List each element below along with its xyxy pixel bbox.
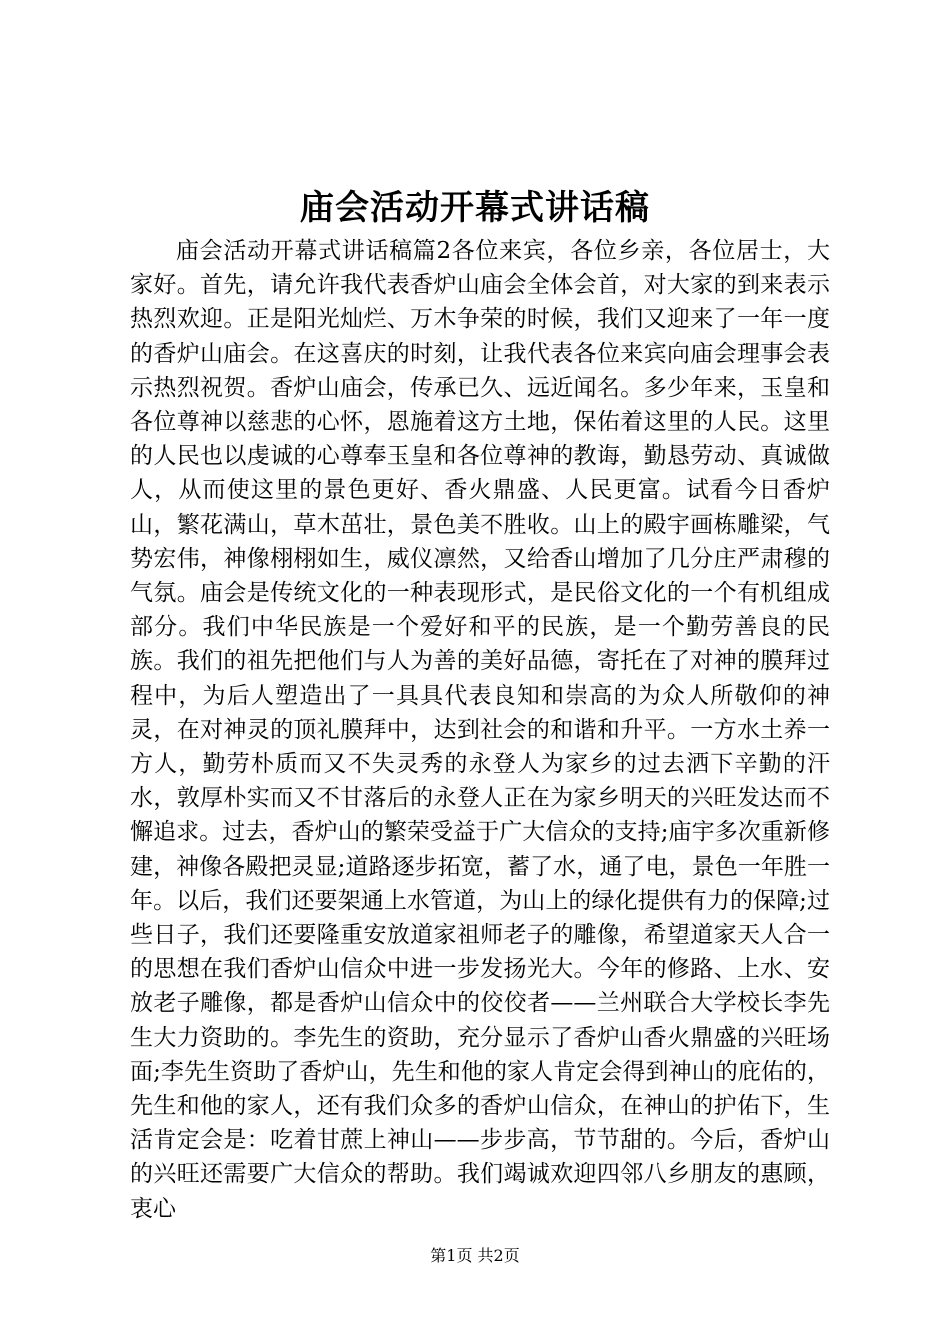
document-title: 庙会活动开幕式讲话稿 <box>300 188 650 228</box>
page-footer: 第1页 共2页 <box>430 1246 520 1265</box>
document-body: 庙会活动开幕式讲话稿篇2各位来宾，各位乡亲，各位居士，大家好。首先，请允许我代表香炉山庙会全体会首，对大家的到来表示热烈欢迎。正是阳光灿烂、万木争荣的时候，我们又迎来了一年一度的香炉山庙会。在这喜庆的时刻，让我代表各位来宾向庙会理事会表示热烈祝贺。香炉山庙会，传承已久、远近闻名。多少年来，玉皇和各位尊神以慈悲的心怀，恩施着这方土地，保佑着这里的人民。这里的人民也以虔诚的心尊奉玉皇和各位尊神的教诲，勤恳劳动、真诚做人，从而使这里的景色更好、香火鼎盛、人民更富。试看今日香炉山，繁花满山，草木茁壮，景色美不胜收。山上的殿宇画栋雕梁，气势宏伟，神像栩栩如生，威仪凛然，又给香山增加了几分庄严肃穆的气氛。庙会是传统文化的一种表现形式，是民俗文化的一个有机组成部分。我们中华民族是一个爱好和平的民族，是一个勤劳善良的民族。我们的祖先把他们与人为善的美好品德，寄托在了对神的膜拜过程中，为后人塑造出了一具具代表良知和崇高的为众人所敬仰的神灵，在对神灵的顶礼膜拜中，达到社会的和谐和升平。一方水土养一方人，勤劳朴质而又不失灵秀的永登人为家乡的过去洒下辛勤的汗水，敦厚朴实而又不甘落后的永登人正在为家乡明天的兴旺发达而不懈追求。过去，香炉山的繁荣受益于广大信众的支持;庙宇多次重新修建，神像各殿把灵显;道路逐步拓宽，蓄了水，通了电，景色一年胜一年。以后，我们还要架通上水管道，为山上的绿化提供有力的保障;过些日子，我们还要隆重安放道家祖师老子的雕像，希望道家天人合一的思想在我们香炉山信众中进一步发扬光大。今年的修路、上水、安放老子雕像，都是香炉山信众中的佼佼者——兰州联合大学校长李先生大力资助的。李先生的资助，充分显示了香炉山香火鼎盛的兴旺场面;李先生资助了香炉山，先生和他的家人肯定会得到神山的庇佑的，先生和他的家人，还有我们众多的香炉山信众，在神山的护佑下，生活肯定会是：吃着甘蔗上神山——步步高，节节甜的。今后，香炉山的兴旺还需要广大信众的帮助。我们竭诚欢迎四邻八乡朋友的惠顾，衷心 <box>130 238 830 1222</box>
